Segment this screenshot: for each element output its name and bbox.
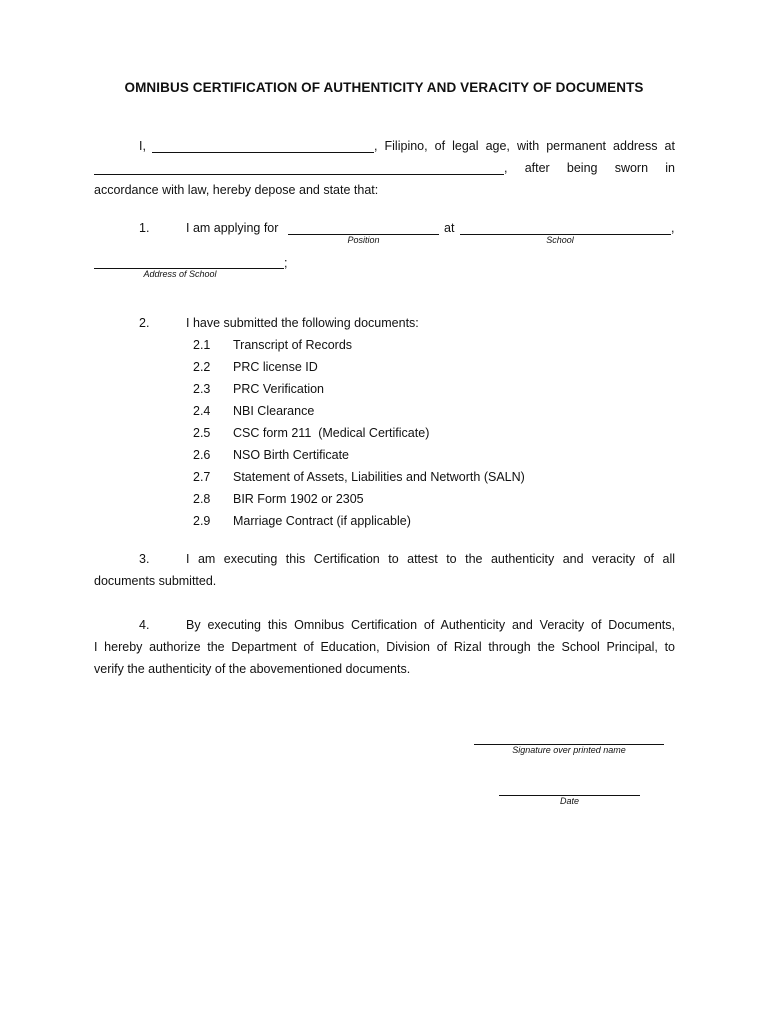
item4-line1: By executing this Omnibus Certification of Authenticity and Veracity of Documents, (186, 618, 675, 632)
list-item: NBI Clearance (233, 404, 315, 418)
address-caption: Address of School (143, 269, 217, 279)
intro-after-name: , Filipino, of legal age, with permanent address at (374, 139, 675, 153)
item1-comma: , (671, 221, 675, 235)
school-caption: School (546, 235, 574, 245)
item3-line2: documents submitted. (94, 574, 217, 588)
intro-word: sworn (614, 161, 649, 175)
intro-word: being (566, 161, 598, 175)
item1-at: at (444, 221, 455, 235)
intro-after-address (504, 161, 675, 175)
item4-line3: verify the authenticity of the abovementioned documents. (94, 662, 411, 676)
list-item: BIR Form 1902 or 2305 (233, 492, 364, 506)
list-item: Marriage Contract (if applicable) (233, 514, 411, 528)
intro-pronoun: I, (139, 139, 146, 153)
item4-line2: I hereby authorize the Department of Education, Division of Rizal through the School Principal, to (94, 640, 675, 654)
list-item-number: 2.6 (193, 448, 211, 462)
list-item-number: 2.7 (193, 470, 211, 484)
item4-number: 4. (139, 618, 150, 632)
list-item-number: 2.8 (193, 492, 211, 506)
list-item: PRC license ID (233, 360, 318, 374)
intro-word: after (524, 161, 550, 175)
list-item-number: 2.5 (193, 426, 211, 440)
address-blank[interactable] (94, 174, 504, 175)
position-caption: Position (347, 235, 380, 245)
item2-text: I have submitted the following documents: (186, 316, 419, 330)
list-item-number: 2.4 (193, 404, 211, 418)
list-item-number: 2.9 (193, 514, 211, 528)
intro-word: , (504, 161, 508, 175)
date-caption: Date (559, 796, 579, 806)
item3-line1: I am executing this Certification to attest to the authenticity and veracity of all (186, 552, 675, 566)
name-blank[interactable] (152, 152, 374, 153)
document-title: OMNIBUS CERTIFICATION OF AUTHENTICITY AND VERACITY OF DOCUMENTS (124, 80, 644, 95)
item1-number: 1. (139, 221, 150, 235)
intro-line3: accordance with law, hereby depose and state that: (94, 183, 379, 197)
list-item-number: 2.3 (193, 382, 211, 396)
intro-word: in (665, 161, 675, 175)
list-item: PRC Verification (233, 382, 325, 396)
item3-number: 3. (139, 552, 150, 566)
list-item: NSO Birth Certificate (233, 448, 350, 462)
signature-caption: Signature over printed name (512, 745, 626, 755)
item1-text: I am applying for (186, 221, 279, 235)
list-item: Transcript of Records (233, 338, 353, 352)
list-item: CSC form 211 (Medical Certificate) (233, 426, 430, 440)
list-item-number: 2.1 (193, 338, 211, 352)
item2-number: 2. (139, 316, 150, 330)
list-item: Statement of Assets, Liabilities and Networth (SALN) (233, 470, 525, 484)
list-item-number: 2.2 (193, 360, 211, 374)
item1-semicolon: ; (284, 256, 288, 270)
